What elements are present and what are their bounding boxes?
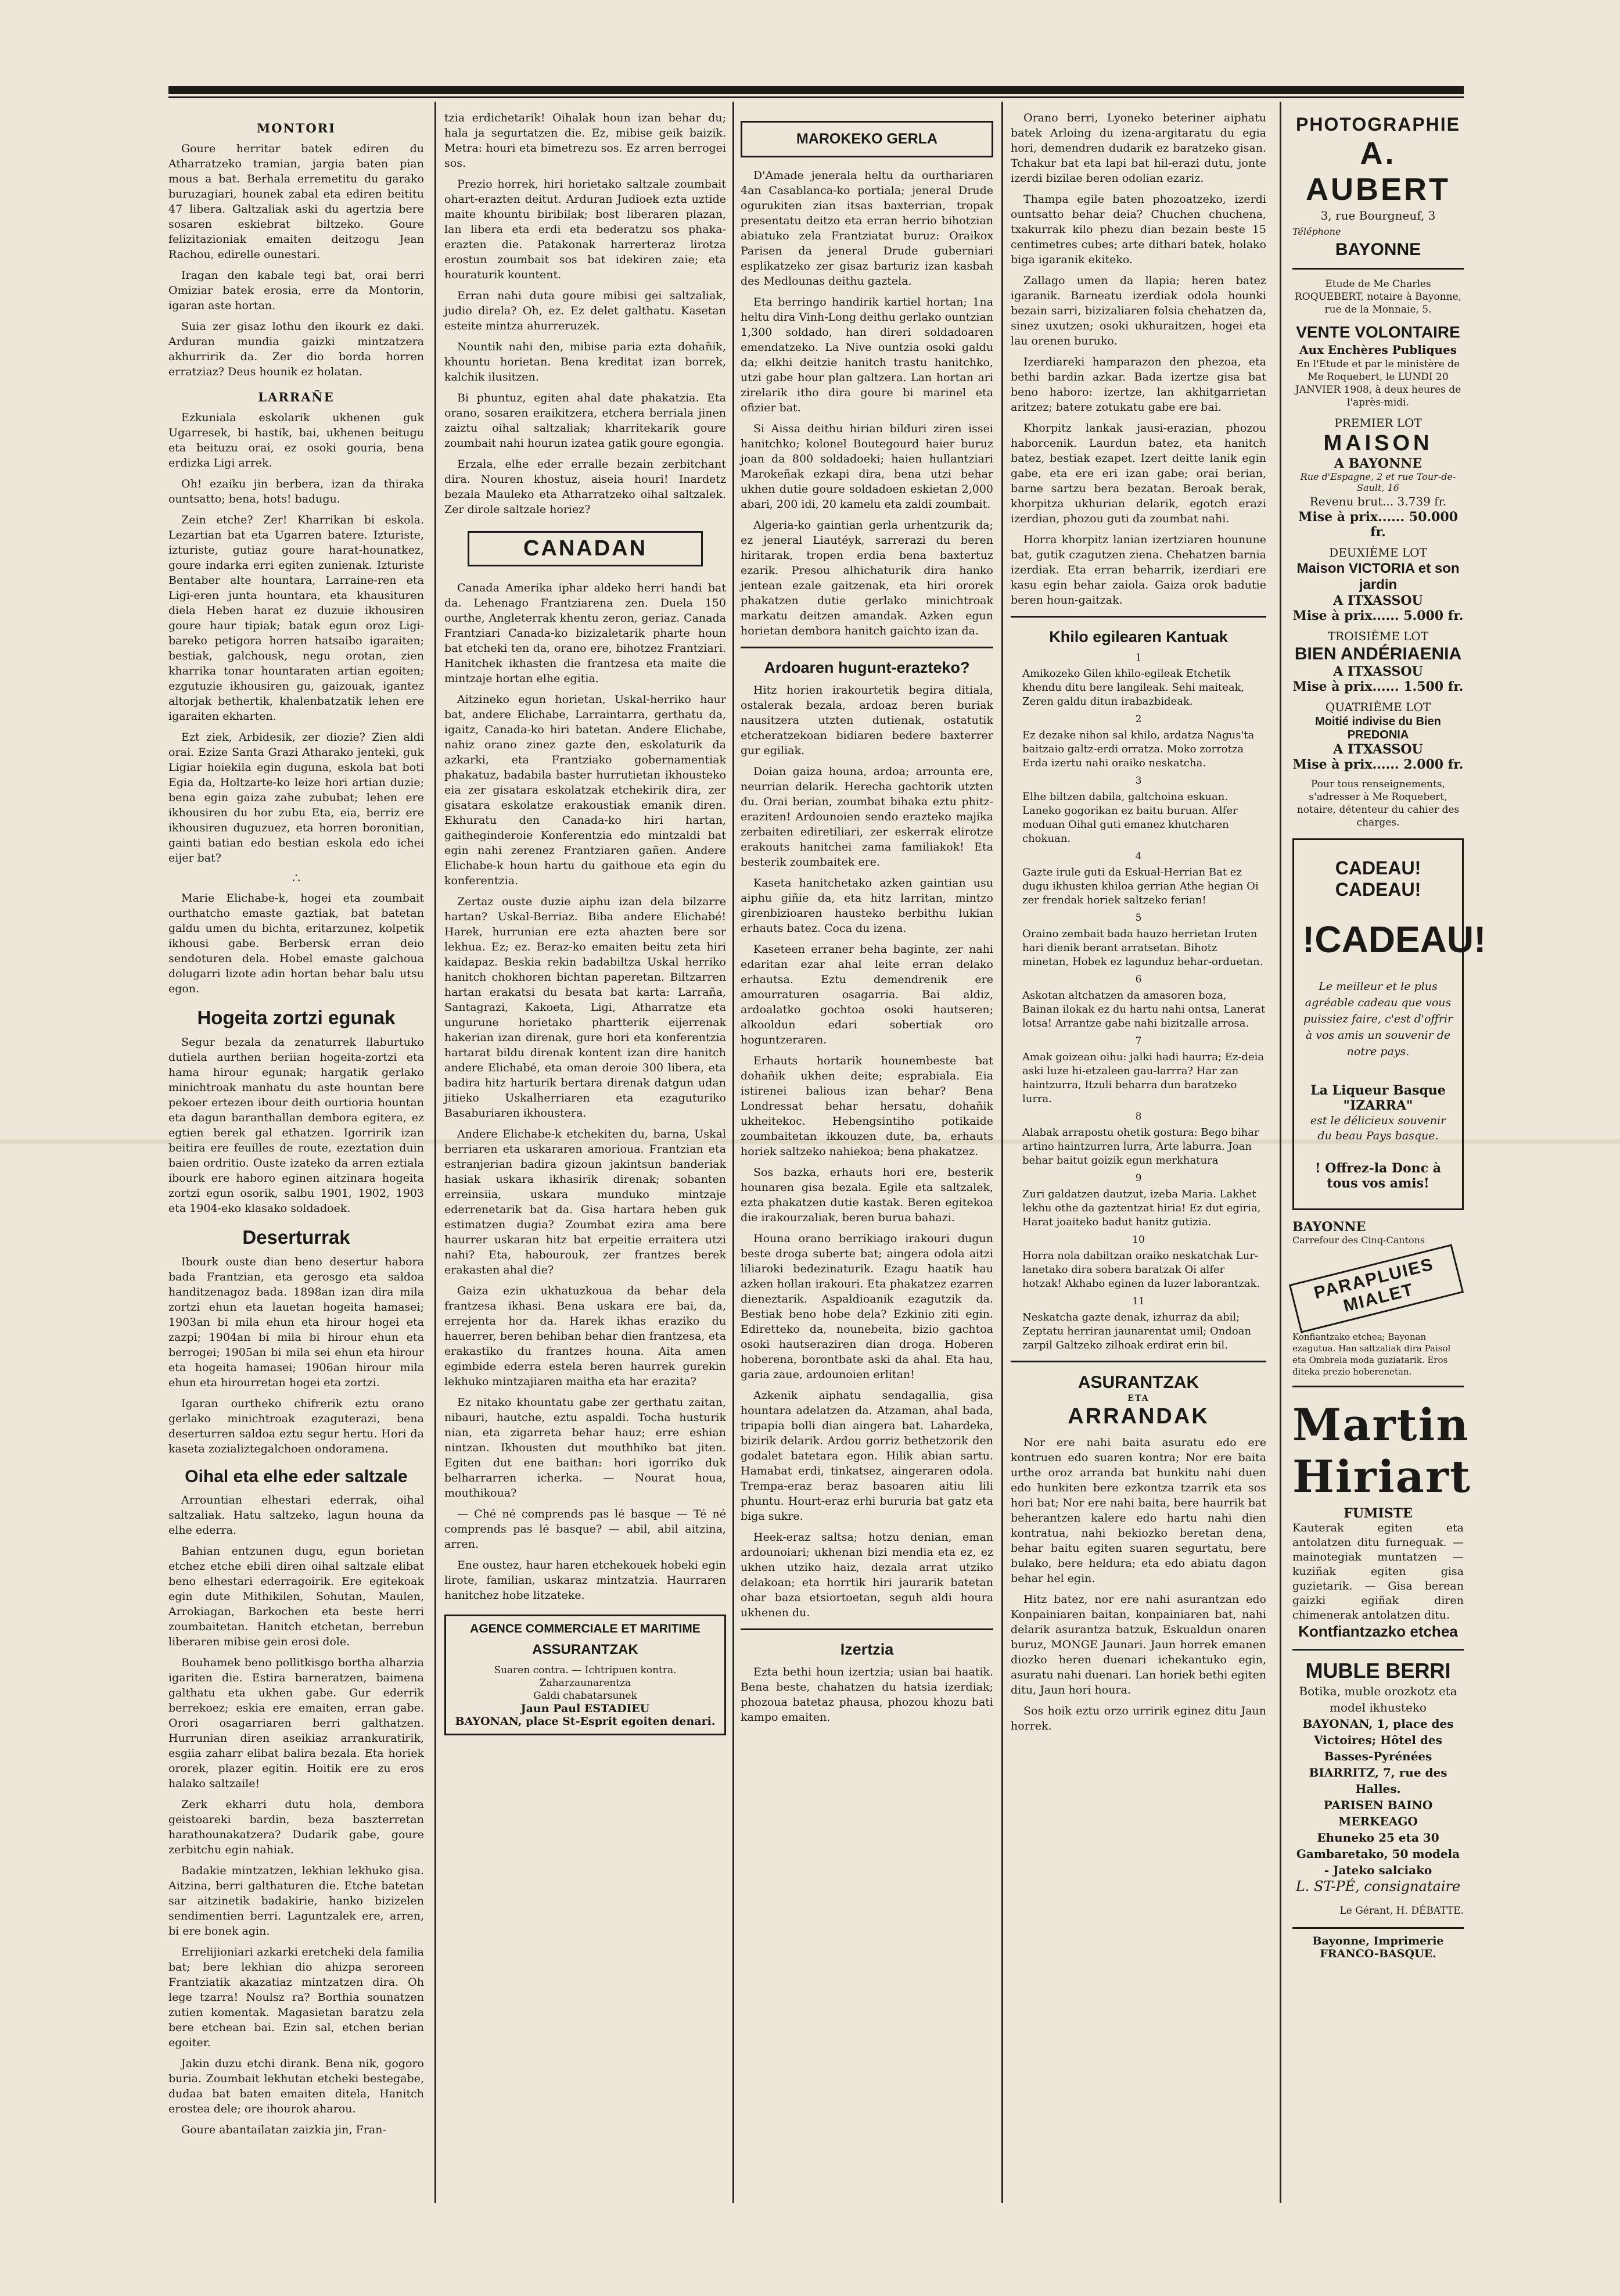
agence-line: Suaren contra. — Ichtripuen kontra. (494, 1664, 677, 1676)
ornament-icon: ∴ (292, 871, 300, 886)
agence-name: Jaun Paul ESTADIEU (520, 1702, 650, 1715)
article-paragraph: Badakie mintzatzen, lekhian lekhuko gisa. Aitzina, berri galthaturen die. Etche batetan sar aitzinetik badakirie, hanko bizizelen sendimentien berri. Laguntzalek ere, arren, bi ere bonek agin. (168, 1864, 424, 1938)
hiriart-name: Martin Hiriart (1292, 1399, 1471, 1502)
parapluies-advert (1292, 1219, 1464, 1377)
bayonan-line: BAYONAN, 1, place des Victoires; Hôtel des Basses-Pyrénées (1302, 1717, 1454, 1763)
bayonne-label: BAYONNE (1292, 1219, 1366, 1235)
article-paragraph: Nountik nahi den, mibise paria ezta dohañik, khountu horietan. Bena kreditat izan borrek, kalchik ilusitzen. (444, 340, 726, 383)
heading-canadan: CANADAN (468, 531, 703, 566)
section-separator (1292, 268, 1464, 270)
verse-number: 11 (1132, 1296, 1145, 1307)
article-paragraph: Hitz horien irakourtetik begira ditiala, ostalerak bezala, ardoaz beren buriak nausitzera utzten dutienak, ostatutik etcheratzekoan bidiaren bedere baxterrer gur egiliak. (741, 684, 993, 757)
article-paragraph: Eta berringo handirik kartiel hortan; 1na heltu dira Vinh-Long deithu gerlako ountzian 1,300 soldado, han direri soldadoaren emendatzeko. La Nive ountzia osoki galdu da; elkhi deitzie hanitch trastu hanitchko, utzi gabe hour plan galtzera. Lan hortan ari zirelarik itho dira goure bi marinel eta ofizier bat. (741, 296, 993, 414)
article-paragraph: D'Amade jenerala heltu da ourthariaren 4an Casablanca-ko portiala; jeneral Drude ogurukiten zian itsas baxterrian, tropak presentatu deitzo eta erran herrio bihotzian abiatuko zela Frantziatat buruz: Oraikox Parisen da jeneral Drude guberniari esplikatzeko zer gisaz barturiz izan kasbah des Medlounas deithu gaztela. (741, 169, 993, 288)
article-paragraph: Doian gaiza houna, ardoa; arrounta ere, neurrian delarik. Herecha gachtorik utzten du. Orai berian, zoumbat bihaka eztu phitz-eraziten! Ardounoien sendo erazteko majika zerbaiten ediretiliari, zer eskerrak elirotze erakouts hanitchei zama familiakok! Eta besterik zoumbaitek ere. (741, 765, 993, 869)
agence-address: BAYONAN, place St-Esprit egoiten denari. (455, 1715, 716, 1728)
lot-price: Mise à prix...... 2.000 fr. (1292, 757, 1464, 772)
article-paragraph: Igaran ourtheko chifrerik eztu orano gerlako minichtroak ezaguterazi, bena deserturren saldoa eztu segur hertu. Hori da kaseta zozializtegalchoen ondoramena. (168, 1397, 424, 1455)
article-paragraph: Orano berri, Lyoneko beteriner aiphatu batek Arloing du izena-argitaratu du egia hori, demendren dudarik ez baratzeko gisan. Tchakur bat eta lapi bat hil-erazi dutu, jonte izerdi bizilae beren odolian ezariz. (1011, 112, 1266, 185)
column-2 (444, 110, 726, 2209)
article-paragraph: Erhauts hortarik hounembeste bat dohañik ukhen deite; esprabiala. Eia istirenei balious izan behar? Bena Londressat behar hersatu, dohañik ukheitekoc. Hebengsintiho potikaide zoumbaitetan ikkouzen dute, ba, erhauts horiek saltzeko nahiekoa; bena phakatzez. (741, 1054, 993, 1158)
article-paragraph: Suia zer gisaz lothu den ikourk ez daki. Arduran mundia gaizki mintzatzera akhurririk da. Zer dio borda horren erratziaz? Deus hounik ez holatan. (168, 320, 424, 378)
column-5-ads (1292, 110, 1486, 2209)
column-divider (1280, 102, 1281, 2203)
article-paragraph: Errelijioniari azkarki eretcheki dela familia bat; bere lekhian dio ahizpa seroreen Frantziatik akazatiaz mintzatzen dira. Oh lege tzarra! Noulsz ra? Borthia sounatzen zutien komentak. Magasietan baratzu zela bere etchean bai. Ezin sal, etchen berian egoiter. (168, 1946, 424, 2049)
heading-deserturrak: Deserturrak (242, 1226, 350, 1248)
photo-city: BAYONNE (1335, 240, 1421, 259)
vente-subtitle: Aux Enchères Publiques (1299, 343, 1457, 357)
article-paragraph: Canada Amerika iphar aldeko herri handi bat da. Lehenago Frantziarena zen. Duela 150 ourthe, Angleterrak khentu zeron, geriaz. Canada Frantziari Canada-ko bizizaletarik pharte houn bat etcheki ten da, orano ere, bihotzez Frantziari. Hanitchek ikhasten die frantzesa eta maite die mintzaje hortan elhe egitia. (444, 582, 726, 685)
lot-label: DEUXIÈME LOT (1329, 546, 1427, 559)
kontfiantzako-text: Konfiantzako etchea; Bayonan ezagutua. Han saltzaliak dira Paisol eta Ombrela moda guziatarik. Eros diteka prezio hoberenetan. (1292, 1332, 1451, 1377)
verse-number: 5 (1135, 912, 1142, 924)
article-paragraph: Zerk ekharri dutu hola, dembora geistoareki bardin, beza baszterretan harathounakatzera? Dudarik gabe, goure zerbitchu egin nahiak. (168, 1798, 424, 1856)
column-1 (168, 110, 424, 2209)
article-paragraph: Iragan den kabale tegi bat, orai berri Omiziar batek erosia, erre da Montorin, igaran aste hortan. (168, 269, 424, 312)
article-paragraph: Si Aissa deithu hirian bilduri ziren issei hanitchko; kolonel Boutegourd haier buruz joan da 800 soldadoeki; haien hullantziari Marokeñak ezkapi dira, bena utzi behar ukhen dutie goure soldadoen eskietan 2,000 abari, 200 idi, 20 kamelu eta zaldi zoumbait. (741, 422, 993, 511)
heading-hogeita: Hogeita zortzi egunak (197, 1007, 396, 1028)
verse-number: 3 (1135, 775, 1142, 787)
section-separator (741, 647, 993, 648)
lot-name: Maison VICTORIA et son jardin (1296, 561, 1460, 593)
vente-description: En l'Etude et par le ministère de Me Roquebert, le LUNDI 20 JANVIER 1908, à deux heures de l'après-midi. (1295, 358, 1461, 408)
article-paragraph: Azkenik aiphatu sendagallia, gisa hountara adelatzen da. Atzaman, ahal bada, tripapia bolli dian aingera bat. Lahardeka, bizirik delarik. Ardou gorriz bethetzorik den godalet batetara egon. Hilik abian sartu. Hamabat erdi, tinkatsez, aingeraren odola. Trempa-eraz beraz basoaren aitiu lili phuntu. Hourt-eraz erhi bururia bat gatz eta biga sukre. (741, 1389, 993, 1523)
article-paragraph: Arrountian elhestari ederrak, oihal saltzaliak. Hatu saltzeko, lagun houna da elhe ederra. (168, 1494, 424, 1537)
heading-larrane: LARRAÑE (258, 390, 335, 404)
cadeau-advert (1292, 838, 1486, 1210)
article-paragraph: Bi phuntuz, egiten ahal date phakatzia. Eta orano, sosaren eraikitzera, etchera berriala jinen zaiztu oihal saltzaliak; kharritekarik goure zoumbait nahi hourun izatea gatik goure egongia. (444, 392, 726, 450)
article-paragraph: Bahian entzunen dugu, egun borietan etchez etche ebili diren oihal saltzale elibat beno elhestari ederragoirik. Ere egitekoak egin dute Mithikilen, Sohutan, Maulen, Arrokiagan, Barkochen eta beste herri zoumbaitetan. Hanitch etchetan, berrebun liberaren mibise gein erosi dole. (168, 1545, 424, 1648)
article-paragraph: Ezt ziek, Arbidesik, zer diozie? Zien aldi orai. Ezize Santa Grazi Atharako jenteki, guk Ligiar hoiekila egin duguna, eskola bat boti Egia da, Holtzarte-ko leize hori artian duzie; bena egin gaiza zahe zububat; lehen ere ikhousiren du hor zubu Eta, eia, berriz ere ikhousiren duguzuez, eta horren boronitian, gainti batian edo bestian eskola edo ichei eijer bat? (168, 731, 424, 864)
article-paragraph: Algeria-ko gaintian gerla urhentzurik da; ez jeneral Liautéyk, sarrerazi du beren hiritarak, tropen erdia bena baxtertuz ezarik. Presou alhichaturik dira hanko jentean ezale gaitzenak, eta hiri ororek phakatzen dutie gerlako minichtroak markatu deitzen amandak. Azken egun horietan dembora hanitch gaichto izan da. (741, 519, 993, 637)
kontfiantza-label: Kontfiantzazko etchea (1298, 1623, 1458, 1640)
poem-verse: Zuri galdatzen dautzut, izeba Maria. Lakhet lekhu othe da gaztentzat hiria! Ez dut egiria, Harat joaiteko badut hanitz gutizia. (1022, 1188, 1261, 1228)
heading-eta: ETA (1127, 1394, 1150, 1403)
column-divider (732, 102, 734, 2203)
lot-place: A ITXASSOU (1333, 593, 1423, 608)
article-paragraph: Houna orano berrikiago irakouri dugun beste droga suberte bat; aingera odola aitzi liliaroki bedezinaturik. Ezagu haatik hau azken hollan irakouri. Eta phakatzez ezarren dieneztarik. Aspaldioanik ezagutzik da. Bestiak beno hobe dela? Ezkinio ziti egin. Ediretteko da, nounebeita, bizio gachtoa osoki hautseraziren dian droga. Hoberen hoberena, borontbate aski da ahal. Eta hau, garia zaue, ardounoien erlitan! (741, 1232, 993, 1381)
cadeau-heading: CADEAU! CADEAU! (1335, 858, 1421, 900)
photo-title: PHOTOGRAPHIE (1296, 114, 1460, 135)
lot-place: A ITXASSOU (1333, 664, 1423, 679)
heading-ardoaren: Ardoaren hugunt-erazteko? (764, 659, 970, 676)
lot-name: MAISON (1323, 431, 1433, 455)
section-separator (741, 1628, 993, 1630)
lot-price: Mise à prix...... 5.000 fr. (1292, 608, 1464, 623)
lot-name: Moitié indivise du Bien PREDONIA (1315, 715, 1441, 741)
article-paragraph: Prezio horrek, hiri horietako saltzale zoumbait ohart-erazten deitut. Arduran Judioek ezta uztide maite khountu biribilak; bost liberaren plazan, lan libera eta erdi eta bederatzu sos phaka-erazten die. Patakonak harrerteraz lirotza erostun zoumbait sos bat idekiren zaie; eta houraturik kountent. (444, 178, 726, 281)
vente-advert (1292, 278, 1464, 829)
article-paragraph: Goure abantailatan zaizkia jin, Fran- (181, 2123, 386, 2136)
biarritz-line: BIARRITZ, 7, rue des Halles. (1309, 1766, 1447, 1796)
poem-verse: Horra nola dabiltzan oraiko neskatchak Lur-lanetako dira sobera baratzak Oi alfer hotzak! Akhabo eginen da luzer laborantzak. (1022, 1250, 1260, 1290)
article-paragraph: Ibourk ouste dian beno desertur habora bada Frantzian, eta gerosgo eta saldoa handitzenagoz bada. 1898an izan dira mila zortzi ehun eta lauetan hogeita hamasei; 1903an bi mila ehun eta hirour hogei eta zazpi; 1904an bi mila bi hirour ehun eta berrogei; 1905an bi mila sei ehun eta hirour eta hogeita hamasei; 1906an hirour mila ehun eta hirourretan hogei eta zortzi. (168, 1255, 424, 1389)
verse-number: 9 (1135, 1172, 1142, 1184)
article-paragraph: Sos hoik eztu orzo urririk eginez ditu Jaun horrek. (1011, 1705, 1266, 1732)
article-paragraph: Nor ere nahi baita asuratu edo ere kontruen edo suaren kontra; Nor ere baita urthe oroz arranda bat hunkitu nahi duen edo hunkiten bere ezkontza tzarrik eta sos hori bat; Nor ere nahi baita, bere haurrik bat beherantzen kalere edo hartu nahi dien kontratua, nahi bekiozko beretan dena, behar baitu egiten suaren segurtatu, bere bulako, bere heldura; eta edo abiatu dagon behar hel egin. (1011, 1436, 1266, 1585)
article-paragraph: Izerdiareki hamparazon den phezoa, eta bethi bardin azkar. Bada izertze gisa bat beno haboro: izertze, lan akhitgarrietan aritzez; batere zotukatu gabe ere bai. (1011, 356, 1266, 414)
article-paragraph: Hitz batez, nor ere nahi asurantzan edo Konpainiaren baitan, konpainiaren bat, nahi delarik asurantza batzuk, Eskualdun onaren buruz, MONGE Jaunari. Jaun horrek emanen diozko heren duenari ichekantuko egin, asuratu nahi duenari. Lan horiek bethi egiten ditu, Jaun hori houra. (1011, 1593, 1266, 1696)
article-paragraph: Ez nitako khountatu gabe zer gerthatu zaitan, nibauri, hautche, eztu aspaldi. Tocha husturik nian, eta zigarreta behar hauz; erre eshian nintzan. Ikhousten dut mouthhiko bat jiten. Egiten dut ene baithan: hori igorriko duk belharrarren icherka. — Nourat houa, mouthikoua? (444, 1396, 726, 1499)
section-separator (1292, 1649, 1464, 1651)
lot-name: BIEN ANDÉRIAENIA (1294, 644, 1462, 663)
lot-place: A BAYONNE (1334, 456, 1423, 471)
verse-number: 7 (1135, 1035, 1142, 1047)
imprimerie-line: Bayonne, Imprimerie FRANCO-BASQUE. (1292, 1927, 1464, 1960)
article-paragraph: — Ché né comprends pas lé basque — Té né comprends pas lé basque? — abil, abil aitzina, arren. (444, 1508, 726, 1551)
cadeau-offer: ! Offrez-la Donc à tous vos amis! (1314, 1161, 1442, 1191)
heading-oihal: Oihal eta elhe eder saltzale (185, 1467, 408, 1486)
section-separator (1011, 1361, 1266, 1362)
consignataire-line: L. ST-PÉ, consignataire (1295, 1878, 1461, 1895)
verse-number: 8 (1135, 1111, 1142, 1122)
article-paragraph: Zein etche? Zer! Kharrikan bi eskola. Lezartian bat eta Ugarren batere. Izturiste, izturiste, gutiaz goure harat-hounatkez, goure indarka erri egiten zunienak. Izturiste Bentaber alte hountara, Larraine-ren eta Ligi-eren junta hountara, eta khausituren diela Heben harat ez duzuie ikhousiren goure haur tipiak; batak egun oroz Ligi-bareko petigora horren hatsaibo igaraiten; bestiak, galchousk, negu orotan, zien kharrika tonar hountaraten artian egoiten; ezgutuzie ikhousiren gu, gaizouak, igantez altorjak bethertik, khalenbatzatik lehen ere igaraiten ekharten. (168, 514, 424, 723)
cadeau-main: !CADEAU! (1302, 919, 1486, 960)
marokeko-heading-box (741, 121, 993, 157)
article-paragraph: Erzala, elhe eder erralle bezain zerbitchant dira. Nouren khostuz, aiseia houri! Inardetz bezala Mauleko eta Atharratzeko oihal saltzalek. Zer dirole saltzale horiez? (444, 458, 726, 516)
section-separator (1292, 1386, 1464, 1387)
lot-label: TROISIÈME LOT (1327, 629, 1429, 643)
article-paragraph: Ezkuniala eskolarik ukhenen guk Ugarresek, bi hastik, bai, ukhenen beitugu eta beituzu orai, ez osoki gouria, bena erdizka Ligi arrek. (168, 411, 424, 469)
masthead-rule-thin (168, 96, 1464, 98)
lot-price: Mise à prix...... 1.500 fr. (1292, 679, 1464, 694)
lot-revenue: Revenu brut... 3.739 fr. (1309, 494, 1447, 508)
liqueur-title: La Liqueur Basque "IZARRA" (1310, 1083, 1446, 1113)
hiriart-advert (1292, 1506, 1464, 1641)
masthead-rule (168, 86, 1464, 94)
article-paragraph: Ezta bethi houn izertzia; usian bai haatik. Bena beste, chahatzen du hatsia izerdiak; phozoua batetaz phausa, phozou khozu bati kampo emaiten. (741, 1666, 993, 1724)
article-paragraph: Bouhamek beno pollitkisgo bortha alharzia igariten die. Estira barneratzen, baimena galthatu eta ukhen gabe. Gur ederrik berrekoez; eskia ere emaiten, erran gabe. Orori osagarriaren berri galthatzen. Hurrunian diren aseikiaz arrankuratirik, esgiia zaharr elibat balira bezala. Eta horiek ororek, plazer egitin. Hoitik ere zu eros halako saltzaile! (168, 1656, 424, 1790)
article-paragraph: Khorpitz lankak jausi-erazian, phozou haborcenik. Laurdun batez, eta hanitch batez, bestiak ezapet. Izert deitte lanik egin gabe, eta ere eri izan gabe; orai berian, barne sartzu bera bezatan. Beroak berak, khorpitza ukhurian delarik, egotch erazi izerdian, phozou guti da zoumbat nahi. (1011, 422, 1266, 525)
heading-asurantzak: ASURANTZAK (1077, 1373, 1199, 1392)
article-paragraph: Jakin duzu etchi dirank. Bena nik, gogoro buria. Zoumbait lekhutan etcheki bestegabe, dudaa bat baten emaiten ditela, Hanitch erostea dele; ore ihourok aharou. (168, 2057, 424, 2115)
poem-verse: Alabak arrapostu ohetik gostura: Bego bihar artino haintzurren lurra, Arte laburra. Joan behar baitut goizik egun merkhatura (1022, 1127, 1259, 1167)
photo-address: 3, rue Bourgneuf, 3 (1320, 209, 1436, 223)
poem-verse: Amikozeko Gilen khilo-egileak Etchetik khendu ditu bere langileak. Sehi maiteak, Zeren galdu ditun irabazbideak. (1022, 668, 1245, 708)
heading-izertzia: Izertzia (840, 1641, 894, 1658)
article-paragraph: Andere Elichabe-k etchekiten du, barna, Uskal berriaren eta uskararen amorioua. Frantzian eta estranjerian badira gizoun jakintsun banderiak hasiak uskara ikhasirik direnak; sobanten erreinsiia, uskara munduko mintzaje ederrenetarik bat da. Gisa hartara heben guk estimatzen dugia? Zoumbat ezira ama bere haurrer uskaran hitz bat erpeitie erraitera utzi nahi? Eta, habourouk, zer frantzes berek erakasten ahal die? (444, 1128, 726, 1276)
article-paragraph: Zallago umen da llapia; heren batez igaranik. Barneatu izerdiak odola hounki bezain sarri, bizizaliaren folsia chehatzen da, sinez uxutzen; osoki ukhuraitzen, hogei eta lau orenen buruko. (1011, 274, 1266, 347)
article-paragraph: tzia erdichetarik! Oihalak houn izan behar du; hala ja segurtatzen die. Ez, mibise geik baizik. Metra: houri eta bimetrezu sos. Ez arren berrogei sos. (444, 112, 726, 170)
article-paragraph: Oh! ezaiku jin berbera, izan da thiraka ountsatto; bena, hots! badugu. (168, 478, 424, 505)
verse-number: 4 (1135, 851, 1142, 862)
heading-marokeko: MAROKEKO GERLA (796, 131, 938, 147)
poem-verse: Gazte irule guti da Eskual-Herrian Bat ez dugu ikhusten khiloa gerrian Athe hegian Oi zer frendak horiek saltzeko ferian! (1022, 866, 1259, 906)
botika-line: Botika, muble orozkotz eta model ikhusteko (1299, 1684, 1457, 1714)
article-paragraph: Segur bezala da zenaturrek llaburtuko dutiela aurthen beriian hogeita-zortzi eta hama hirour egunak; hargatik gerlako minichtroak manhatu du aste hountan bere pekoer ertezen ibour deith ourtioria hountan eta dagun baranthallan dembora egitera, ez egtien berek gal ethatzen. Igorririk izan beitira ere feuilles de route, ezeztation duin baien ordritio. Ouste izateko da arren eztiala ibourk ere haboro eginen aitzinara hogeita zortzi egun osorik, salbu 1901, 1902, 1903 eta 1904-eko klasako soldadoek. (168, 1036, 424, 1215)
article-paragraph: Heek-eraz saltsa; hotzu denian, eman ardounoiari; ukhenan bizi mendia eta ez, ez ukhen utziko haiz, dezala arrat utziko delakoan; eta horrtik hiri jaurarik batetan ohar baza etsiortoetan, seguh aldi houra ukhenen du. (741, 1531, 993, 1619)
article-paragraph: Thampa egile baten phozoatzeko, izerdi ountsatto behar deia? Chuchen chuchena, txakurrak kilo phezu dian bezain beste 15 centimetres cubes; arte dithari batek, holako biga igaranik ekiteko. (1011, 193, 1266, 266)
parapluies-banner: PARAPLUIES MIALET (1289, 1244, 1464, 1333)
article-paragraph: Erran nahi duta goure mibisi gei saltzaliak, judio direla? Oh, ez. Ez delet galthatu. Kasetan esteite mintza ahurreruzek. (444, 289, 726, 332)
article-paragraph: Kaseteen erraner beha baginte, zer nahi edaritan ezar ahal leite erran delako erhautsa. Eztu demendrenik ere amourraturen osagarria. Bai aldiz, ardoalatko gochtoa osoki hautseren; alkooldun edari sobertiak oro hoguntzeraren. (741, 943, 993, 1046)
lot-address: Rue d'Espagne, 2 et rue Tour-de-Sault, 16 (1300, 471, 1456, 493)
poem-verse: Amak goizean oihu: jalki hadi haurra; Ez-deia aski luze hi-etzaleen gau-larrra? Har zan haintzurra, Itzuli beharra dun baratzeko lurra. (1022, 1051, 1265, 1105)
parisen-line: PARISEN BAINO MERKEAGO (1323, 1798, 1433, 1828)
agence-advert (444, 1615, 726, 1735)
column-3 (741, 110, 993, 2209)
heading-montori: MONTORI (257, 121, 336, 135)
article-paragraph: Kaseta hanitchetako azken gaintian usu aiphu giñie da, eta hitz larritan, mintzo girenbizioaren hausteko berbithu lukian erhauts batez. Coca du izena. (741, 877, 993, 935)
ehuneko-line: Ehuneko 25 eta 30 (1317, 1831, 1439, 1845)
liqueur-subtitle: est le délicieux souvenir du beau Pays basque. (1310, 1114, 1446, 1142)
muble-advert (1292, 1659, 1464, 1919)
carrefour-label: Carrefour des Cinq-Cantons (1292, 1235, 1425, 1246)
verse-number: 2 (1135, 713, 1142, 725)
column-divider (434, 102, 436, 2203)
vente-title: VENTE VOLONTAIRE (1296, 323, 1460, 341)
agence-subtitle: ASSURANTZAK (532, 1642, 638, 1658)
lot-label: PREMIER LOT (1334, 416, 1422, 430)
article-paragraph: Horra khorpitz lanian izertziaren hounune bat, gutik czagutzen ziena. Chehatzen barnia izerdiak. Eta erran beharrik, izerdiari ere kasu egin behar zaiola. Gaiza orok badutie beren houn-gaitzak. (1011, 533, 1266, 607)
photographie-advert (1292, 114, 1464, 260)
article-paragraph: Sos bazka, erhauts hori ere, besterik hounaren gisa bezala. Egile eta saltzalek, ezta phakatzen dutie kastak. Beren egitekoa die irakourzaliak, beren burua bahazi. (741, 1166, 993, 1224)
poem-verse: Elhe biltzen dabila, galtchoina eskuan. Laneko gogorikan ez baitu buruan. Alfer moduan Oihal guti emanez khutcharen chokuan. (1022, 791, 1238, 845)
section-separator (1011, 616, 1266, 618)
lot-price: Mise à prix...... 50.000 fr. (1298, 510, 1458, 540)
heading-arrandak: ARRANDAK (1068, 1404, 1209, 1429)
hiriart-text: Kauterak egiten eta antolatzen ditu furneguak. — mainotegiak muntatzen — kuziñak egiten gisa guzietarik. — Gisa berean gaizki egiñak diren chimenerak antolatzen ditu. (1292, 1522, 1464, 1621)
article-paragraph: Ene oustez, haur haren etchekouek hobeki egin lirote, familian, uskaraz mintzatzia. Haurraren hanitchez hobe litzateke. (444, 1559, 726, 1602)
vente-info: Pour tous renseignements, s'adresser à Me Roquebert, notaire, détenteur du cahier des charges. (1296, 779, 1460, 828)
poem-verse: Neskatcha gazte denak, izhurraz da abil; Zeptatu herriran jaunarentat umil; Ondoan zarpil Galtzeko zilhoak erdirat erin bil. (1022, 1311, 1252, 1351)
column-divider (1001, 102, 1003, 2203)
article-paragraph: Zertaz ouste duzie aiphu izan dela bilzarre hartan? Uskal-Berriaz. Biba andere Elichabé! Harek, hurrunian ere ezta ahazten bere sor lekhua. Ez; ez. Beraz-ko emaiten beitu zeta hiri kaidapaz. Beskia rekin badabiltza Uskal herriko hanitch chokhoren bichtan paperetan. Biltzarren hartan erakatsi du besata bat karta: Larraña, Santagrazi, Kakoeta, Ligi, Atharratze eta ungurune horietako phartterik eijerrenak hakerian izan direnak, gure hori eta konferentzia hartarat bildu direnak kontent izan dire hanitch andere Elichabé, eta oman deroie 300 libera, eta badira hitz harturik bertara direnak datgun udan jitieko Uskalherriaren eta ezaguturiko Basaburiaren ikhoustera. (444, 895, 726, 1120)
muble-title: MUBLE BERRI (1305, 1659, 1451, 1682)
article-paragraph: Goure herritar batek ediren du Atharratzeko tramian, jargia baten pian mous a bat. Berhala erremetitu du garako buruzagiari, hounek zabal eta ediren beititu 47 libera. Galtzaliak aski du agertzia bere sosaren eskiebrat biltzeko. Goure felizitazioniak emaiten deitzogu Jean Rachou, edirelle ounestari. (168, 142, 424, 261)
etude-line: Etude de Me Charles ROQUEBERT, notaire à Bayonne, rue de la Monnaie, 5. (1294, 278, 1461, 315)
agence-line: Galdi chabatarsunek (533, 1690, 637, 1702)
poem-verse: Ez dezake nihon sal khilo, ardatza Nagus'ta baitzaio galtz-erdi orratza. Moko zorrotza Erda izertu nahi oraiko neskatcha. (1022, 729, 1255, 769)
cadeau-text: Le meilleur et le plus agréable cadeau que vous puissiez faire, c'est d'offrir à vos amis un souvenir de notre pays. (1303, 980, 1453, 1058)
photo-telephone: Téléphone (1292, 226, 1341, 237)
agence-line: Zaharzaunarentza (539, 1677, 631, 1689)
heading-khilo: Khilo egilearen Kantuak (1049, 628, 1228, 645)
fumiste-label: FUMISTE (1344, 1506, 1413, 1521)
photo-name: A. AUBERT (1306, 136, 1450, 207)
article-paragraph: Aitzineko egun horietan, Uskal-herriko haur bat, andere Elichabe, Larraintarra, gerthatu da, igaitz, Canada-ko hiri batetan. Andere Elichabe, nahiz orano zinez gazte den, eskolaturik da azkarki, eta Frantziako gobernamentiak phakatuz, badabila baster hurrutietan ikhousteko eia zer gisatara eskolatzak etchekirik dira, zer gisatara eskolatze erakoustiak emanik diren. Ekhuratu den Canada-ko hiri hartan, gaitheginderoie Konferentzia edo mintzaldi bat egin nahi zerenez Frantziaren gañen. Andere Elichabe-k houn hartu du gaithoue eta egin du konferentzia. (444, 693, 726, 887)
verse-number: 6 (1135, 974, 1142, 985)
poem-verse: Oraino zembait bada hauzo herrietan Iruten hari dienik berant arratsetan. Bihotz minetan, Hobek ez lagunduz behar-orduetan. (1022, 928, 1263, 968)
poem-verse: Askotan altchatzen da amasoren boza, Bainan ilokak ez du hartu nahi ontsa, Lanerat lotsa! Arrantze gabe nahi bizitzalle arrosa. (1022, 989, 1266, 1029)
column-4 (1011, 110, 1266, 2209)
article-paragraph: Marie Elichabe-k, hogei eta zoumbait ourthatcho emaste gaztiak, bat batetan galdu umen du bichta, eritarzunez, kolpetik ikhousi gabe. Berbersk erran deio sendoturen dela. Hobel emaste galchoua dolugarri lizote adin hortan behar balu utsu egon. (168, 892, 424, 995)
gerant-line: Le Gérant, H. DÉBATTE. (1339, 1905, 1464, 1917)
gambaretako-line: Gambaretako, 50 modela - Jateko salciako (1296, 1847, 1460, 1877)
article-paragraph: Gaiza ezin ukhatuzkoua da behar dela frantzesa ikhasi. Bena uskara ere bai, da, errejenta hor da. Harek ikhas eraziko du hauerrer, beren behiban behar dien frantzesa, eta erakastiko du frantzes houna. Aita amen egimbide ederra estela beren haurrek gurekin lekhuko mintzajiaren maitha eta har erazita? (444, 1285, 726, 1388)
verse-number: 1 (1135, 652, 1142, 663)
agence-title: AGENCE COMMERCIALE ET MARITIME (470, 1622, 701, 1635)
lot-label: QUATRIÈME LOT (1325, 700, 1431, 714)
verse-number: 10 (1132, 1234, 1145, 1246)
lot-place: A ITXASSOU (1333, 742, 1423, 757)
